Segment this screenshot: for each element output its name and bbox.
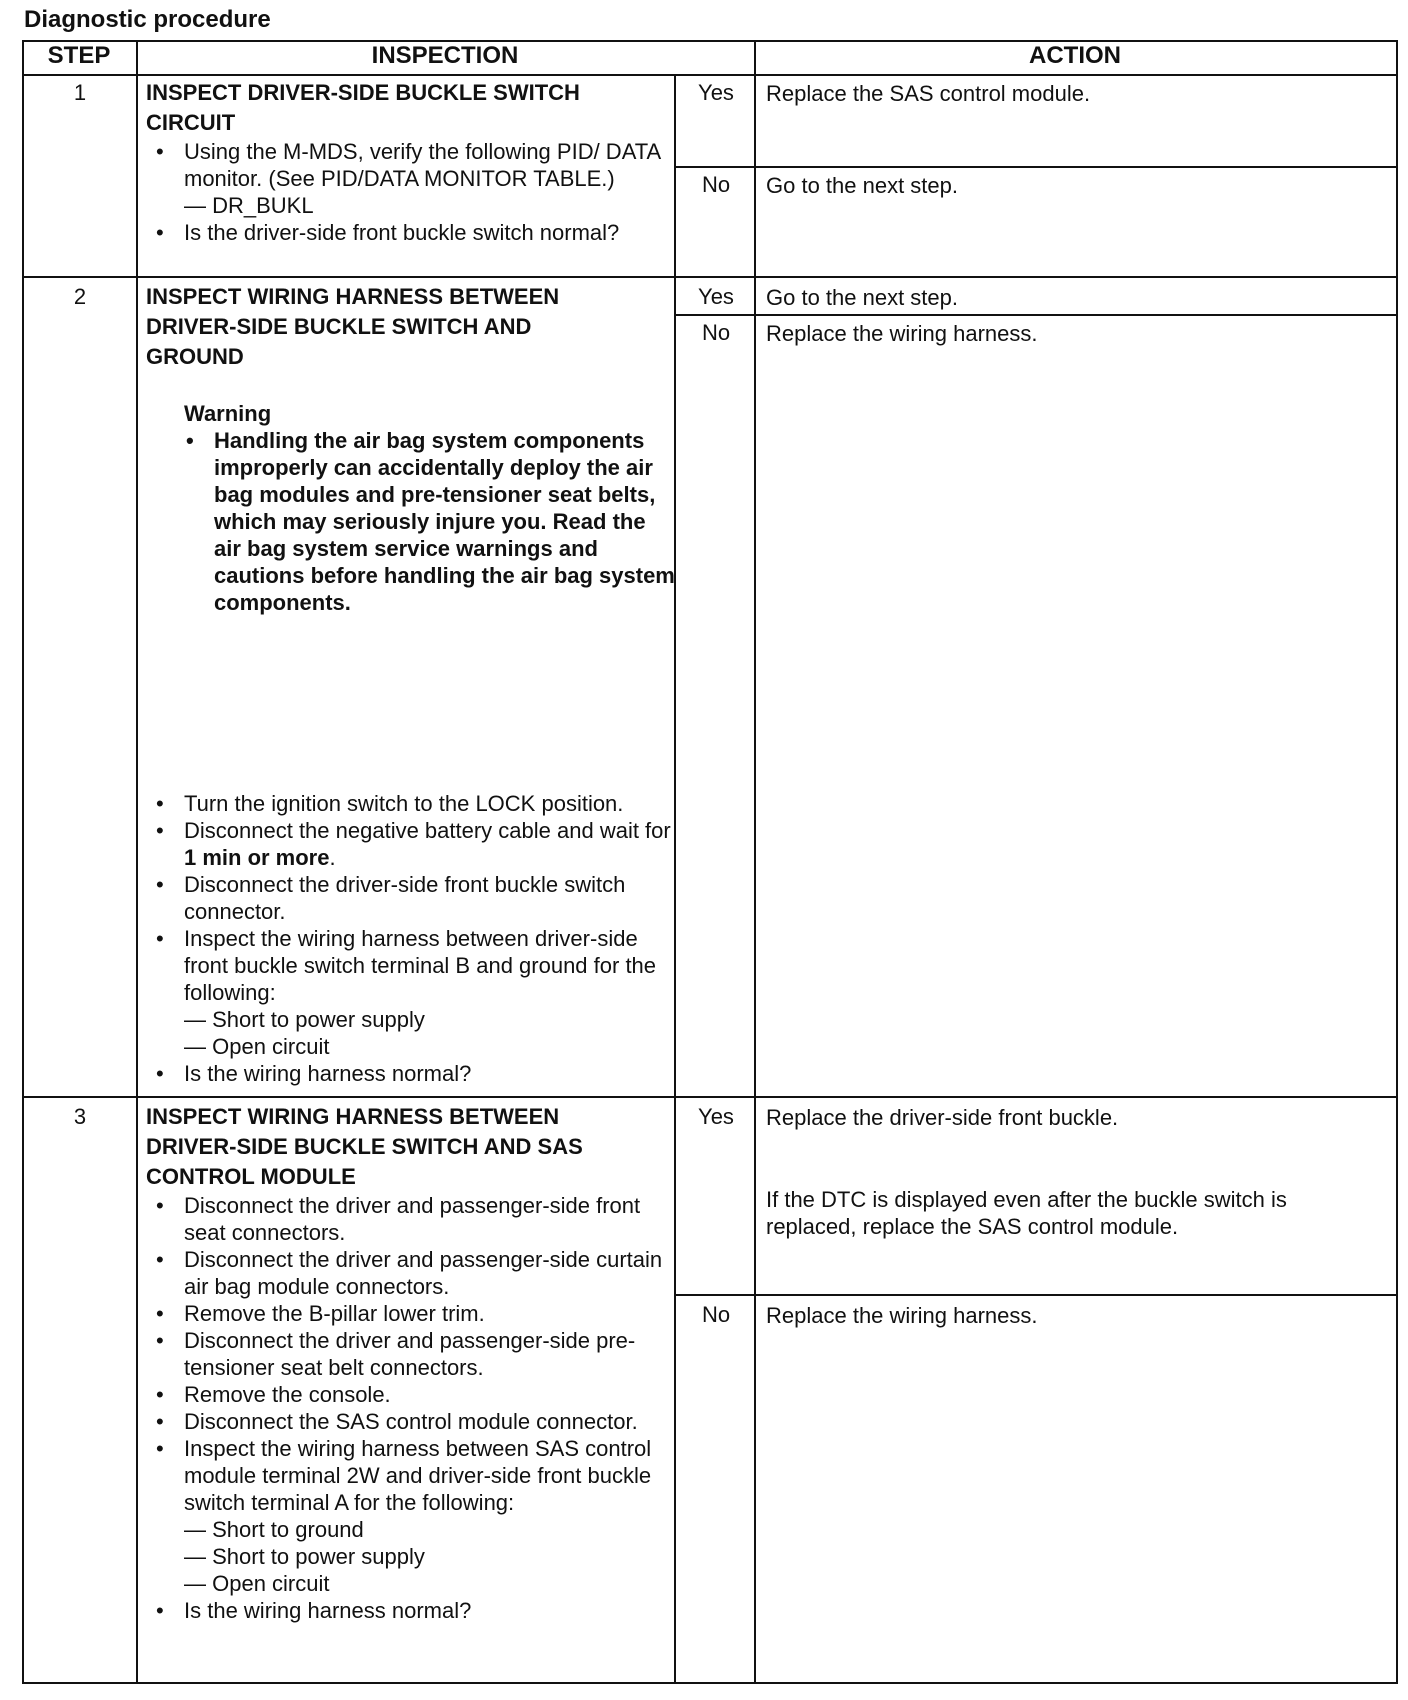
no-label: No <box>701 172 731 197</box>
page-title: Diagnostic procedure <box>24 6 271 33</box>
list-item: • Inspect the wiring harness between driver-side front buckle switch terminal B and ground for the following: — Short to power supply — Open circuit <box>146 925 676 1060</box>
header-inspection: INSPECTION <box>371 42 519 69</box>
yes-action: Replace the driver-side front buckle. <box>766 1105 1119 1130</box>
warning-block <box>146 400 676 616</box>
inspection-list <box>146 1192 676 1624</box>
list-item: • Remove the console. <box>146 1381 676 1408</box>
list-item: • Remove the B-pillar lower trim. <box>146 1300 676 1327</box>
step-3-inspection <box>146 1102 676 1624</box>
sub-item: — Open circuit <box>184 1034 330 1059</box>
step-2-procedure <box>146 790 676 1087</box>
sub-item: — Short to power supply <box>184 1544 425 1569</box>
list-item: • Disconnect the driver-side front buckle switch connector. <box>146 871 676 925</box>
no-action: Replace the wiring harness. <box>766 321 1038 346</box>
no-label: No <box>701 1302 731 1327</box>
yes-action-note: If the DTC is displayed even after the buckle switch is replaced, replace the SAS control module. <box>766 1187 1287 1239</box>
yes-label: Yes <box>698 284 734 309</box>
list-item: • Is the wiring harness normal? <box>146 1060 676 1087</box>
list-item: • Disconnect the negative battery cable and wait for 1 min or more. <box>146 817 676 871</box>
list-item: • Disconnect the driver and passenger-side pre-tensioner seat belt connectors. <box>146 1327 676 1381</box>
list-item: • Is the wiring harness normal? <box>146 1597 676 1624</box>
list-item: • Disconnect the driver and passenger-side front seat connectors. <box>146 1192 676 1246</box>
warning-title: Warning <box>184 401 272 426</box>
yes-label: Yes <box>698 80 734 105</box>
step-number: 1 <box>73 80 87 105</box>
step-2-inspection <box>146 282 676 616</box>
yes-action: Go to the next step. <box>766 285 959 310</box>
list-item: • Using the M-MDS, verify the following PID/ DATA monitor. (See PID/DATA MONITOR TABLE.) — DR_BUKL <box>146 138 676 219</box>
sub-item: — Short to power supply <box>184 1007 425 1032</box>
step-heading: INSPECT DRIVER-SIDE BUCKLE SWITCH CIRCUIT <box>146 80 580 135</box>
step-1-inspection <box>146 78 676 246</box>
warning-text: • Handling the air bag system components improperly can accidentally deploy the air bag modules and pre-tensioner seat belts, which may seriously injure you. Read the air bag system service warnings and cautions before handling the air bag system components. <box>146 427 676 616</box>
header-action: ACTION <box>1029 42 1121 69</box>
sub-item: — Short to ground <box>184 1517 364 1542</box>
sub-item: — Open circuit <box>184 1571 330 1596</box>
inspection-list <box>146 138 676 246</box>
list-item: • Disconnect the driver and passenger-side curtain air bag module connectors. <box>146 1246 676 1300</box>
step-heading: INSPECT WIRING HARNESS BETWEEN DRIVER-SIDE BUCKLE SWITCH AND GROUND <box>146 284 560 369</box>
list-item: • Turn the ignition switch to the LOCK position. <box>146 790 676 817</box>
no-action: Go to the next step. <box>766 173 959 198</box>
step-number: 3 <box>73 1104 87 1129</box>
step-heading: INSPECT WIRING HARNESS BETWEEN DRIVER-SIDE BUCKLE SWITCH AND SAS CONTROL MODULE <box>146 1104 583 1189</box>
no-action: Replace the wiring harness. <box>766 1303 1038 1328</box>
header-step: STEP <box>47 42 111 69</box>
list-item: • Disconnect the SAS control module connector. <box>146 1408 676 1435</box>
list-item: • Inspect the wiring harness between SAS control module terminal 2W and driver-side front buckle switch terminal A for the following: — Short to ground — Short to power supply — Open circuit <box>146 1435 676 1597</box>
list-item: • Is the driver-side front buckle switch normal? <box>146 219 676 246</box>
no-label: No <box>701 320 731 345</box>
sub-item: — DR_BUKL <box>184 193 314 218</box>
inspection-list <box>146 790 676 1087</box>
yes-action: Replace the SAS control module. <box>766 81 1091 106</box>
yes-label: Yes <box>698 1104 734 1129</box>
step-number: 2 <box>73 284 87 309</box>
